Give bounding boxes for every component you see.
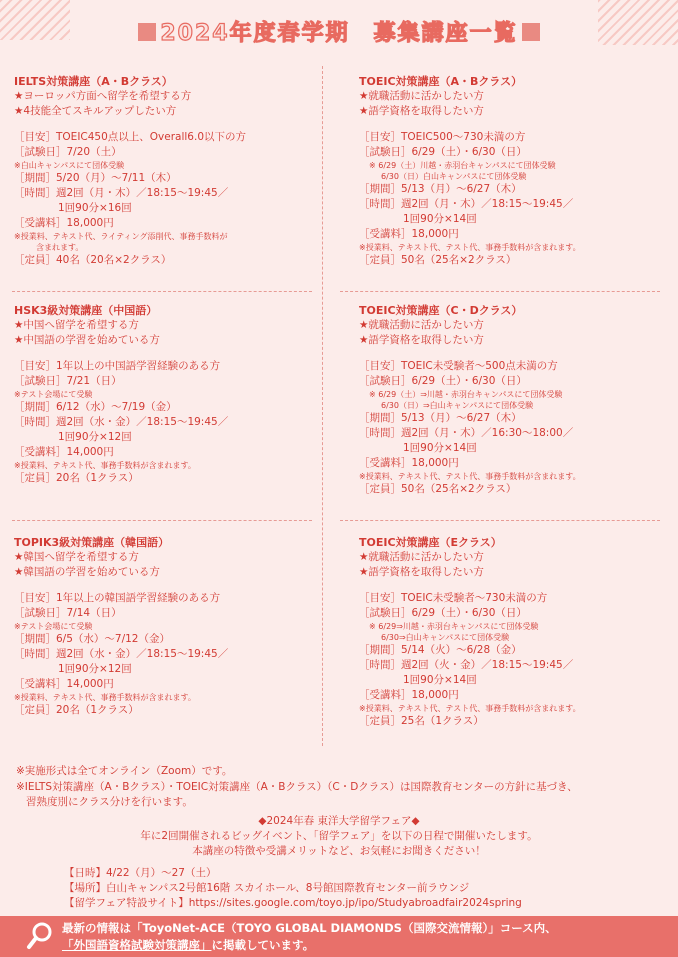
course-detail: ［期間］5/20（月）〜7/11（木） <box>14 172 177 184</box>
course-detail: ［受講料］18,000円 <box>359 457 459 469</box>
course-detail: ［時間］週2回（月・木）／18:15〜19:45／ <box>359 198 574 210</box>
course-detail: ［受講料］14,000円 <box>14 446 114 458</box>
course-note: 6/30（日）⇒白山キャンパスにて団体受験 <box>381 401 534 410</box>
banner-text-rest: に掲載しています。 <box>211 938 315 952</box>
page-title-text: 2024年度春学期 募集講座一覧 <box>160 21 518 46</box>
banner-text: 最新の情報は「ToyoNet-ACE（TOYO GLOBAL DIAMONDS（国際交流情報）」コース内、 <box>62 921 557 935</box>
search-icon <box>26 921 54 951</box>
course-toeic-cd <box>359 303 581 497</box>
target-audience: ★語学資格を取得したい方 <box>359 105 484 117</box>
course-detail: 1回90分×16回 <box>58 202 132 214</box>
page-title <box>0 16 678 47</box>
footnote: ※IELTS対策講座（A・Bクラス）・TOEIC対策講座（A・Bクラス）（C・Dクラス）は国際教育センターの方針に基づき、 <box>16 781 578 793</box>
course-detail: ［定員］20名（1クラス） <box>14 704 139 716</box>
course-detail: ［時間］週2回（月・木）／18:15〜19:45／ <box>14 187 229 199</box>
section-divider <box>340 520 660 521</box>
course-note: 含まれます。 <box>36 243 84 252</box>
course-note: 6/30（日）白山キャンパスにて団体受験 <box>381 172 527 181</box>
course-detail: ［時間］週2回（月・木）／16:30〜18:00／ <box>359 427 574 439</box>
course-detail: ［目安］TOEIC未受験者〜730未満の方 <box>359 592 548 604</box>
section-divider <box>340 291 660 292</box>
course-detail: 1回90分×12回 <box>58 663 132 675</box>
course-detail: ［試験日］7/20（土） <box>14 146 122 158</box>
course-detail: ［時間］週2回（火・金）／18:15〜19:45／ <box>359 659 574 671</box>
course-note: ※授業料、テキスト代、テスト代、事務手数料が含まれます。 <box>359 704 581 713</box>
spacer <box>14 580 228 591</box>
target-audience: ★4技能全てスキルアップしたい方 <box>14 105 177 117</box>
course-detail: ［試験日］6/29（土）・6/30（日） <box>359 375 527 387</box>
spacer <box>359 580 581 591</box>
course-note: ※テスト会場にて受験 <box>14 622 93 631</box>
course-detail: ［定員］50名（25名×2クラス） <box>359 254 517 266</box>
course-detail: ［目安］TOEIC450点以上、Overall6.0以下の方 <box>14 131 247 143</box>
course-detail: ［目安］1年以上の中国語学習経験のある方 <box>14 360 221 372</box>
course-detail: ［定員］20名（1クラス） <box>14 472 139 484</box>
section-divider <box>12 291 312 292</box>
fair-site-link[interactable]: 【留学フェア特設サイト】https://sites.google.com/toyo.jp/ipo/Studyabroadfair2024spring <box>64 897 522 909</box>
course-note: 6/30⇒白山キャンパスにて団体受験 <box>381 633 510 642</box>
target-audience: ★韓国へ留学を希望する方 <box>14 551 139 563</box>
course-note: ※授業料、テキスト代、事務手数料が含まれます。 <box>14 693 196 702</box>
target-audience: ★ヨーロッパ方面へ留学を希望する方 <box>14 90 192 102</box>
target-audience: ★語学資格を取得したい方 <box>359 334 484 346</box>
course-note: ※テスト会場にて受験 <box>14 390 93 399</box>
course-detail: ［期間］6/12（水）〜7/19（金） <box>14 401 177 413</box>
course-detail: 1回90分×12回 <box>58 431 132 443</box>
course-detail: ［時間］週2回（水・金）／18:15〜19:45／ <box>14 648 229 660</box>
course-detail: ［受講料］18,000円 <box>359 228 459 240</box>
course-detail: ［受講料］18,000円 <box>14 217 114 229</box>
course-detail: ［試験日］7/21（日） <box>14 375 122 387</box>
course-link[interactable]: 「外国語資格試験対策講座」 <box>62 938 212 952</box>
course-note: ※ 6/29⇒川越・赤羽台キャンパスにて団体受験 <box>369 622 539 631</box>
course-note: ※白山キャンパスにて団体受験 <box>14 161 125 170</box>
target-audience: ★中国へ留学を希望する方 <box>14 319 139 331</box>
course-detail: ［受講料］18,000円 <box>359 689 459 701</box>
course-detail: 1回90分×14回 <box>403 213 477 225</box>
course-note: ※授業料、テキスト代、事務手数料が含まれます。 <box>14 461 196 470</box>
section-divider <box>12 520 312 521</box>
course-title: IELTS対策講座（A・Bクラス） <box>14 75 173 88</box>
fair-text: 年に2回開催されるビッグイベント、「留学フェア」を以下の日程で開催いたします。 <box>140 830 538 842</box>
course-detail: ［定員］25名（1クラス） <box>359 715 484 727</box>
course-detail: ［試験日］6/29（土）・6/30（日） <box>359 607 527 619</box>
course-note: ※授業料、テキスト代、ライティング添削代、事務手数料が <box>14 232 228 241</box>
course-note: ※授業料、テキスト代、テスト代、事務手数料が含まれます。 <box>359 243 581 252</box>
course-toeic-e <box>359 535 581 729</box>
spacer <box>359 119 581 130</box>
course-detail: ［目安］TOEIC未受験者〜500点未満の方 <box>359 360 558 372</box>
course-detail: ［時間］週2回（水・金）／18:15〜19:45／ <box>14 416 229 428</box>
course-detail: 1回90分×14回 <box>403 442 477 454</box>
course-detail: ［試験日］7/14（日） <box>14 607 122 619</box>
course-hsk <box>14 303 228 486</box>
course-toeic-ab <box>359 74 581 268</box>
course-detail: ［期間］6/5（水）〜7/12（金） <box>14 633 170 645</box>
course-detail: ［期間］5/13（月）〜6/27（木） <box>359 412 522 424</box>
fair-place: 【場所】白山キャンパス2号館16階 スカイホール、8号館国際教育センター前ラウンジ <box>64 882 470 894</box>
course-detail: ［目安］1年以上の韓国語学習経験のある方 <box>14 592 221 604</box>
fair-heading: ◆2024年春 東洋大学留学フェア◆ <box>258 815 420 827</box>
course-title: HSK3級対策講座（中国語） <box>14 304 158 317</box>
info-banner <box>0 916 678 957</box>
course-title: TOEIC対策講座（A・Bクラス） <box>359 75 523 88</box>
target-audience: ★韓国語の学習を始めている方 <box>14 566 160 578</box>
target-audience: ★中国語の学習を始めている方 <box>14 334 160 346</box>
course-detail: ［定員］40名（20名×2クラス） <box>14 254 172 266</box>
spacer <box>14 119 246 130</box>
course-detail: ［定員］50名（25名×2クラス） <box>359 483 517 495</box>
banner-text-2 <box>62 937 314 953</box>
spacer <box>14 348 228 359</box>
footnote: 習熟度別にクラス分けを行います。 <box>26 796 193 808</box>
column-divider <box>322 66 323 746</box>
course-title: TOPIK3級対策講座（韓国語） <box>14 536 170 549</box>
fair-text: 本講座の特徴や受講メリットなど、お気軽にお聞きください！ <box>192 845 486 857</box>
course-detail: ［期間］5/14（火）〜6/28（金） <box>359 644 522 656</box>
course-note: ※ 6/29（土）川越・赤羽台キャンパスにて団体受験 <box>369 161 556 170</box>
spacer <box>359 348 581 359</box>
footnote: ※実施形式は全てオンライン（Zoom）です。 <box>16 765 233 777</box>
course-ielts <box>14 74 246 268</box>
course-detail: ［期間］5/13（月）〜6/27（木） <box>359 183 522 195</box>
course-detail: 1回90分×14回 <box>403 674 477 686</box>
square-icon <box>522 23 540 41</box>
course-detail: ［目安］TOEIC500〜730未満の方 <box>359 131 526 143</box>
target-audience: ★就職活動に活かしたい方 <box>359 319 484 331</box>
square-icon <box>138 23 156 41</box>
fair-date: 【日時】4/22（月）〜27（土） <box>64 867 217 879</box>
course-detail: ［試験日］6/29（土）・6/30（日） <box>359 146 527 158</box>
target-audience: ★語学資格を取得したい方 <box>359 566 484 578</box>
course-topik <box>14 535 228 718</box>
course-title: TOEIC対策講座（C・Dクラス） <box>359 304 523 317</box>
course-title: TOEIC対策講座（Eクラス） <box>359 536 502 549</box>
course-note: ※授業料、テキスト代、テスト代、事務手数料が含まれます。 <box>359 472 581 481</box>
course-note: ※ 6/29（土）⇒川越・赤羽台キャンパスにて団体受験 <box>369 390 563 399</box>
target-audience: ★就職活動に活かしたい方 <box>359 551 484 563</box>
target-audience: ★就職活動に活かしたい方 <box>359 90 484 102</box>
course-detail: ［受講料］14,000円 <box>14 678 114 690</box>
